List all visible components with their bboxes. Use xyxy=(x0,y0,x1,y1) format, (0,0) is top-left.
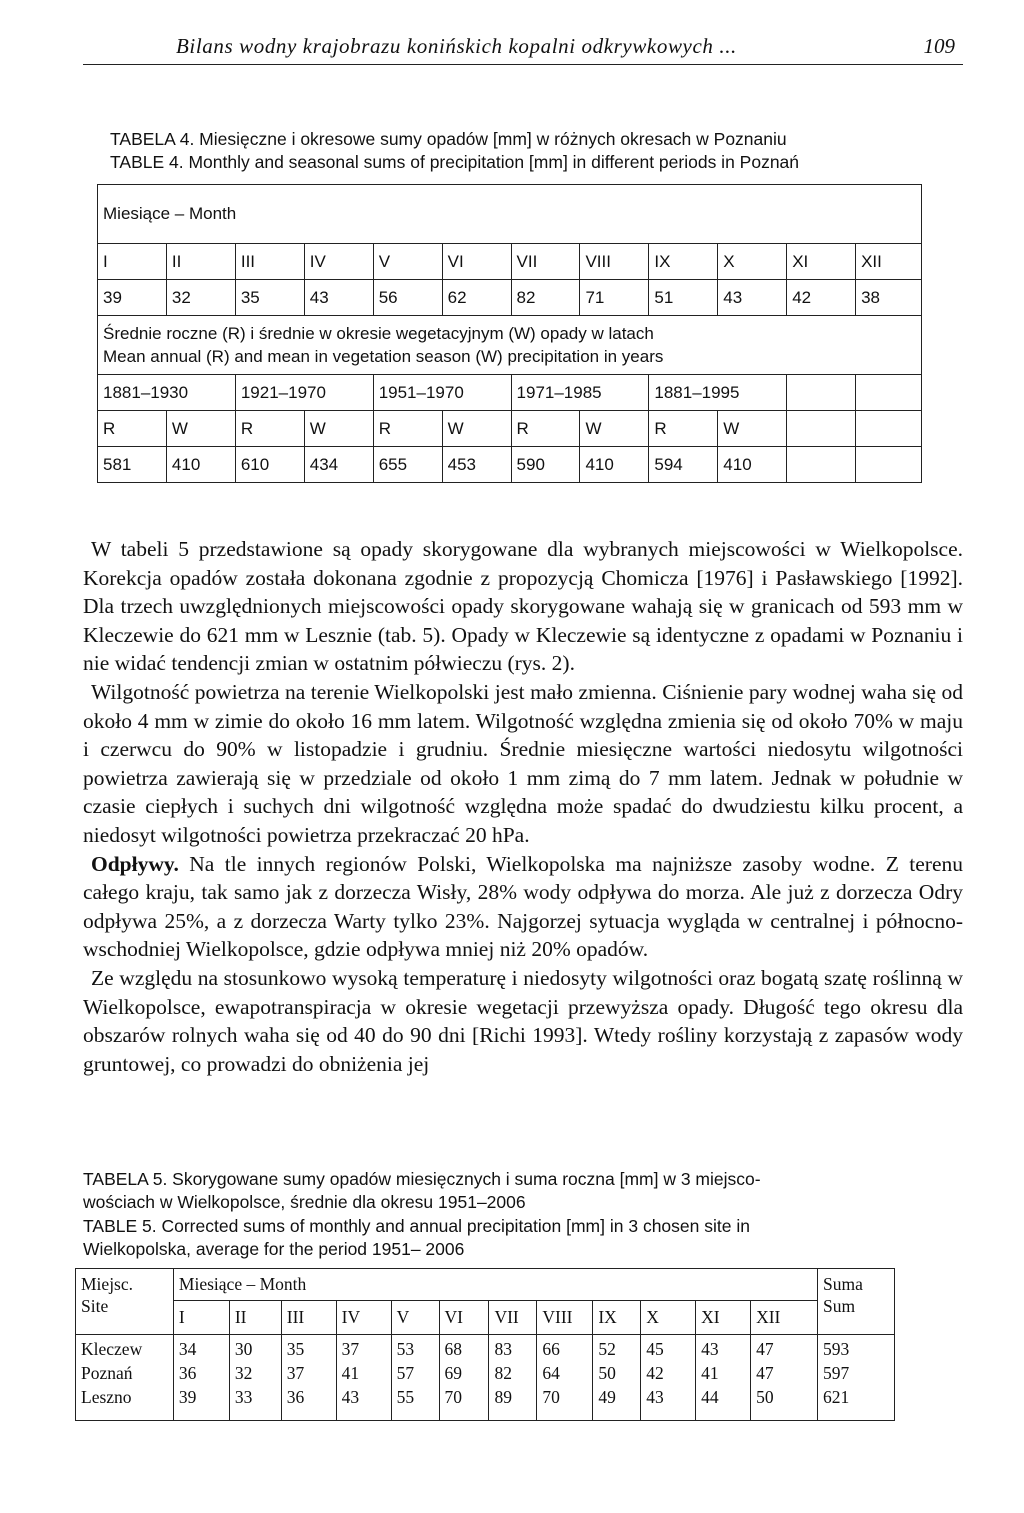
month-cell: VII xyxy=(511,244,580,280)
value: 41 xyxy=(701,1363,719,1383)
table4-values-row xyxy=(98,280,922,316)
value: 82 xyxy=(494,1363,512,1383)
value: 44 xyxy=(701,1387,719,1407)
month-column xyxy=(391,1335,439,1421)
month-cell: IX xyxy=(649,244,718,280)
month-cell: VI xyxy=(442,244,511,280)
table5-caption-en-2: Wielkopolska, average for the period 1951– 2006 xyxy=(83,1239,465,1259)
table5-months-row xyxy=(76,1301,895,1335)
month-cell: X xyxy=(718,244,787,280)
period-cell: 1971–1985 xyxy=(511,375,649,411)
rw-label: W xyxy=(166,411,235,447)
value: 36 xyxy=(178,1363,197,1383)
table5-caption-pl-1: TABELA 5. Skorygowane sumy opadów miesięcznych i suma roczna [mm] w 3 miejsco- xyxy=(83,1169,761,1189)
value: 43 xyxy=(701,1339,719,1359)
rw-value: 581 xyxy=(98,447,167,483)
rw-value: 590 xyxy=(511,447,580,483)
table4-caption-en: TABLE 4. Monthly and seasonal sums of precipitation [mm] in different periods in Poznań xyxy=(110,152,800,172)
value: 89 xyxy=(494,1387,512,1407)
month-column xyxy=(537,1335,593,1421)
table4-annual-header xyxy=(98,316,922,375)
table4-rw-values-row xyxy=(98,447,922,483)
empty-cell xyxy=(787,375,856,411)
site-header-pl: Miejsc. xyxy=(81,1274,134,1294)
value: 43 xyxy=(646,1387,664,1407)
section-heading: Odpływy. xyxy=(91,851,179,876)
paragraph xyxy=(83,850,963,964)
rw-value: 410 xyxy=(580,447,649,483)
period-cell: 1881–1930 xyxy=(98,375,236,411)
value-cell: 43 xyxy=(304,280,373,316)
value: 33 xyxy=(234,1387,253,1407)
value: 42 xyxy=(646,1363,664,1383)
rw-label: W xyxy=(718,411,787,447)
value: 47 xyxy=(756,1339,774,1359)
value: 64 xyxy=(542,1363,560,1383)
site-names xyxy=(76,1335,174,1421)
rw-value: 434 xyxy=(304,447,373,483)
month-cell: V xyxy=(373,244,442,280)
period-cell: 1881–1995 xyxy=(649,375,787,411)
value: 69 xyxy=(444,1363,463,1383)
month-cell: IV xyxy=(336,1301,391,1335)
month-cell: X xyxy=(641,1301,696,1335)
month-cell: VI xyxy=(439,1301,489,1335)
value: 37 xyxy=(341,1339,360,1359)
month-column xyxy=(751,1335,818,1421)
value-cell: 56 xyxy=(373,280,442,316)
rw-value: 610 xyxy=(235,447,304,483)
month-column xyxy=(641,1335,696,1421)
rw-value: 410 xyxy=(718,447,787,483)
site-name: Poznań xyxy=(81,1363,133,1383)
month-cell: XI xyxy=(696,1301,751,1335)
annual-header-pl: Średnie roczne (R) i średnie w okresie wegetacyjnym (W) opady w latach xyxy=(103,324,654,343)
table5-caption-en-1: TABLE 5. Corrected sums of monthly and annual precipitation [mm] in 3 chosen site in xyxy=(83,1216,750,1236)
table4-caption-pl: TABELA 4. Miesięczne i okresowe sumy opadów [mm] w różnych okresach w Poznaniu xyxy=(110,129,787,149)
month-cell: VII xyxy=(489,1301,537,1335)
value: 53 xyxy=(396,1339,415,1359)
value: 45 xyxy=(646,1339,664,1359)
empty-cell xyxy=(856,411,922,447)
empty-cell xyxy=(787,447,856,483)
running-title: Bilans wodny krajobrazu konińskich kopalni odkrywkowych ... xyxy=(176,34,737,58)
month-cell: I xyxy=(98,244,167,280)
rw-value: 594 xyxy=(649,447,718,483)
rw-value: 453 xyxy=(442,447,511,483)
month-cell: II xyxy=(229,1301,281,1335)
paragraph: Ze względu na stosunkowo wysoką temperaturę i niedosyty wilgotności oraz bogatą szatę roślinną w Wielkopolsce, ewapotranspiracja w okresie wegetacji przewyższa opady. Długość tego okresu dla obszarów rolnych waha się od 40 do 90 dni [Richi 1993]. Wtedy rośliny korzystają z zapasów wody gruntowej, co prowadzi do obniżenia jej xyxy=(83,965,963,1076)
site-header-en: Site xyxy=(81,1296,109,1316)
rw-value: 655 xyxy=(373,447,442,483)
value: 52 xyxy=(598,1339,616,1359)
month-cell: V xyxy=(391,1301,439,1335)
value: 50 xyxy=(598,1363,616,1383)
paragraph-text: Na tle innych regionów Polski, Wielkopolska ma najniższe zasoby wodne. Z terenu całego kraju, tak samo jak z dorzecza Wisły, 28% wody odpływa do morza. Ale już z dorzecza Odry odpływa 25%, a z dorzecza Warty tylko 23%. Najgorzej sytuacja wygląda w centralnej i północno-wschodniej Wielkopolsce, gdzie odpływa mniej niż 20% opadów. xyxy=(83,851,963,962)
value-cell: 43 xyxy=(718,280,787,316)
site-name: Leszno xyxy=(81,1387,132,1407)
value-cell: 35 xyxy=(235,280,304,316)
rw-label: R xyxy=(373,411,442,447)
month-column xyxy=(489,1335,537,1421)
running-header xyxy=(83,34,963,65)
month-cell: III xyxy=(235,244,304,280)
value: 41 xyxy=(341,1363,360,1383)
month-cell: IX xyxy=(593,1301,641,1335)
empty-cell xyxy=(856,375,922,411)
month-cell: XII xyxy=(751,1301,818,1335)
month-cell: VIII xyxy=(580,244,649,280)
rw-label: W xyxy=(442,411,511,447)
value: 49 xyxy=(598,1387,616,1407)
value: 32 xyxy=(234,1363,253,1383)
site-header xyxy=(76,1269,174,1335)
table5 xyxy=(75,1268,895,1421)
month-column xyxy=(173,1335,229,1421)
sum-header xyxy=(818,1269,895,1335)
table5-month-header: Miesiące – Month xyxy=(173,1269,817,1301)
table4-months-row xyxy=(98,244,922,280)
sum-value: 621 xyxy=(823,1387,850,1407)
value: 34 xyxy=(178,1339,197,1359)
value-cell: 51 xyxy=(649,280,718,316)
value: 70 xyxy=(444,1387,463,1407)
value-cell: 71 xyxy=(580,280,649,316)
table4 xyxy=(97,184,922,483)
month-cell: I xyxy=(173,1301,229,1335)
value-cell: 32 xyxy=(166,280,235,316)
period-cell: 1951–1970 xyxy=(373,375,511,411)
rw-label: R xyxy=(98,411,167,447)
value: 83 xyxy=(494,1339,512,1359)
value-cell: 62 xyxy=(442,280,511,316)
value: 37 xyxy=(286,1363,305,1383)
value: 57 xyxy=(396,1363,415,1383)
value: 35 xyxy=(286,1339,305,1359)
sum-column xyxy=(818,1335,895,1421)
value: 66 xyxy=(542,1339,560,1359)
value: 39 xyxy=(178,1387,197,1407)
annual-header-en: Mean annual (R) and mean in vegetation season (W) precipitation in years xyxy=(103,347,664,366)
sum-header-en: Sum xyxy=(823,1296,856,1316)
value: 30 xyxy=(234,1339,253,1359)
rw-value: 410 xyxy=(166,447,235,483)
month-cell: XI xyxy=(787,244,856,280)
table5-caption-pl-2: wościach w Wielkopolsce, średnie dla okresu 1951–2006 xyxy=(83,1192,526,1212)
month-column xyxy=(229,1335,281,1421)
sum-value: 597 xyxy=(823,1363,850,1383)
month-cell: XII xyxy=(856,244,922,280)
paragraph: Wilgotność powietrza na terenie Wielkopolski jest mało zmienna. Ciśnienie pary wodnej waha się od około 4 mm w zimie do około 16 mm latem. Wilgotność względna zmienia się od około 70% w maju i czerwcu do 90% w listopadzie i grudniu. Średnie miesięczne wartości niedosytu wilgotności powietrza zawierają się w przedziale od około 1 mm zimą do 7 mm latem. Jednak w południe w czasie ciepłych i suchych dni wilgotność względna może spadać do dwudziestu kilku procent, a niedosyt wilgotności powietrza przekraczać 20 hPa. xyxy=(83,679,963,847)
month-column xyxy=(696,1335,751,1421)
value: 68 xyxy=(444,1339,463,1359)
sum-header-pl: Suma xyxy=(823,1274,863,1294)
value: 47 xyxy=(756,1363,774,1383)
month-column xyxy=(281,1335,336,1421)
sum-value: 593 xyxy=(823,1339,850,1359)
value: 36 xyxy=(286,1387,305,1407)
empty-cell xyxy=(787,411,856,447)
period-cell: 1921–1970 xyxy=(235,375,373,411)
body-text xyxy=(83,535,963,1078)
rw-label: R xyxy=(649,411,718,447)
value-cell: 38 xyxy=(856,280,922,316)
table5-data-row xyxy=(76,1335,895,1421)
table4-rw-row xyxy=(98,411,922,447)
rw-label: W xyxy=(580,411,649,447)
rw-label: W xyxy=(304,411,373,447)
table4-month-header: Miesiące – Month xyxy=(98,185,922,244)
month-column xyxy=(593,1335,641,1421)
empty-cell xyxy=(856,447,922,483)
value: 50 xyxy=(756,1387,774,1407)
value: 70 xyxy=(542,1387,560,1407)
value: 43 xyxy=(341,1387,360,1407)
month-cell: II xyxy=(166,244,235,280)
value: 55 xyxy=(396,1387,415,1407)
value-cell: 82 xyxy=(511,280,580,316)
value-cell: 39 xyxy=(98,280,167,316)
month-column xyxy=(439,1335,489,1421)
table4-periods-row xyxy=(98,375,922,411)
site-name: Kleczew xyxy=(81,1339,143,1359)
month-cell: III xyxy=(281,1301,336,1335)
paragraph: W tabeli 5 przedstawione są opady skorygowane dla wybranych miejscowości w Wielkopolsce. Korekcja opadów została dokonana zgodnie z propozycją Chomicza [1976] i Pasławskiego [1992]. Dla trzech uwzględnionych miejscowości opady skorygowane wahają się w granicach od 593 mm w Kleczewie do 621 mm w Lesznie (tab. 5). Opady w Kleczewie są identyczne z opadami w Poznaniu i nie widać tendencji zmian w ostatnim półwieczu (rys. 2). xyxy=(83,537,963,676)
month-cell: IV xyxy=(304,244,373,280)
page-number: 109 xyxy=(923,34,955,58)
month-column xyxy=(336,1335,391,1421)
month-cell: VIII xyxy=(537,1301,593,1335)
rw-label: R xyxy=(235,411,304,447)
rw-label: R xyxy=(511,411,580,447)
value-cell: 42 xyxy=(787,280,856,316)
